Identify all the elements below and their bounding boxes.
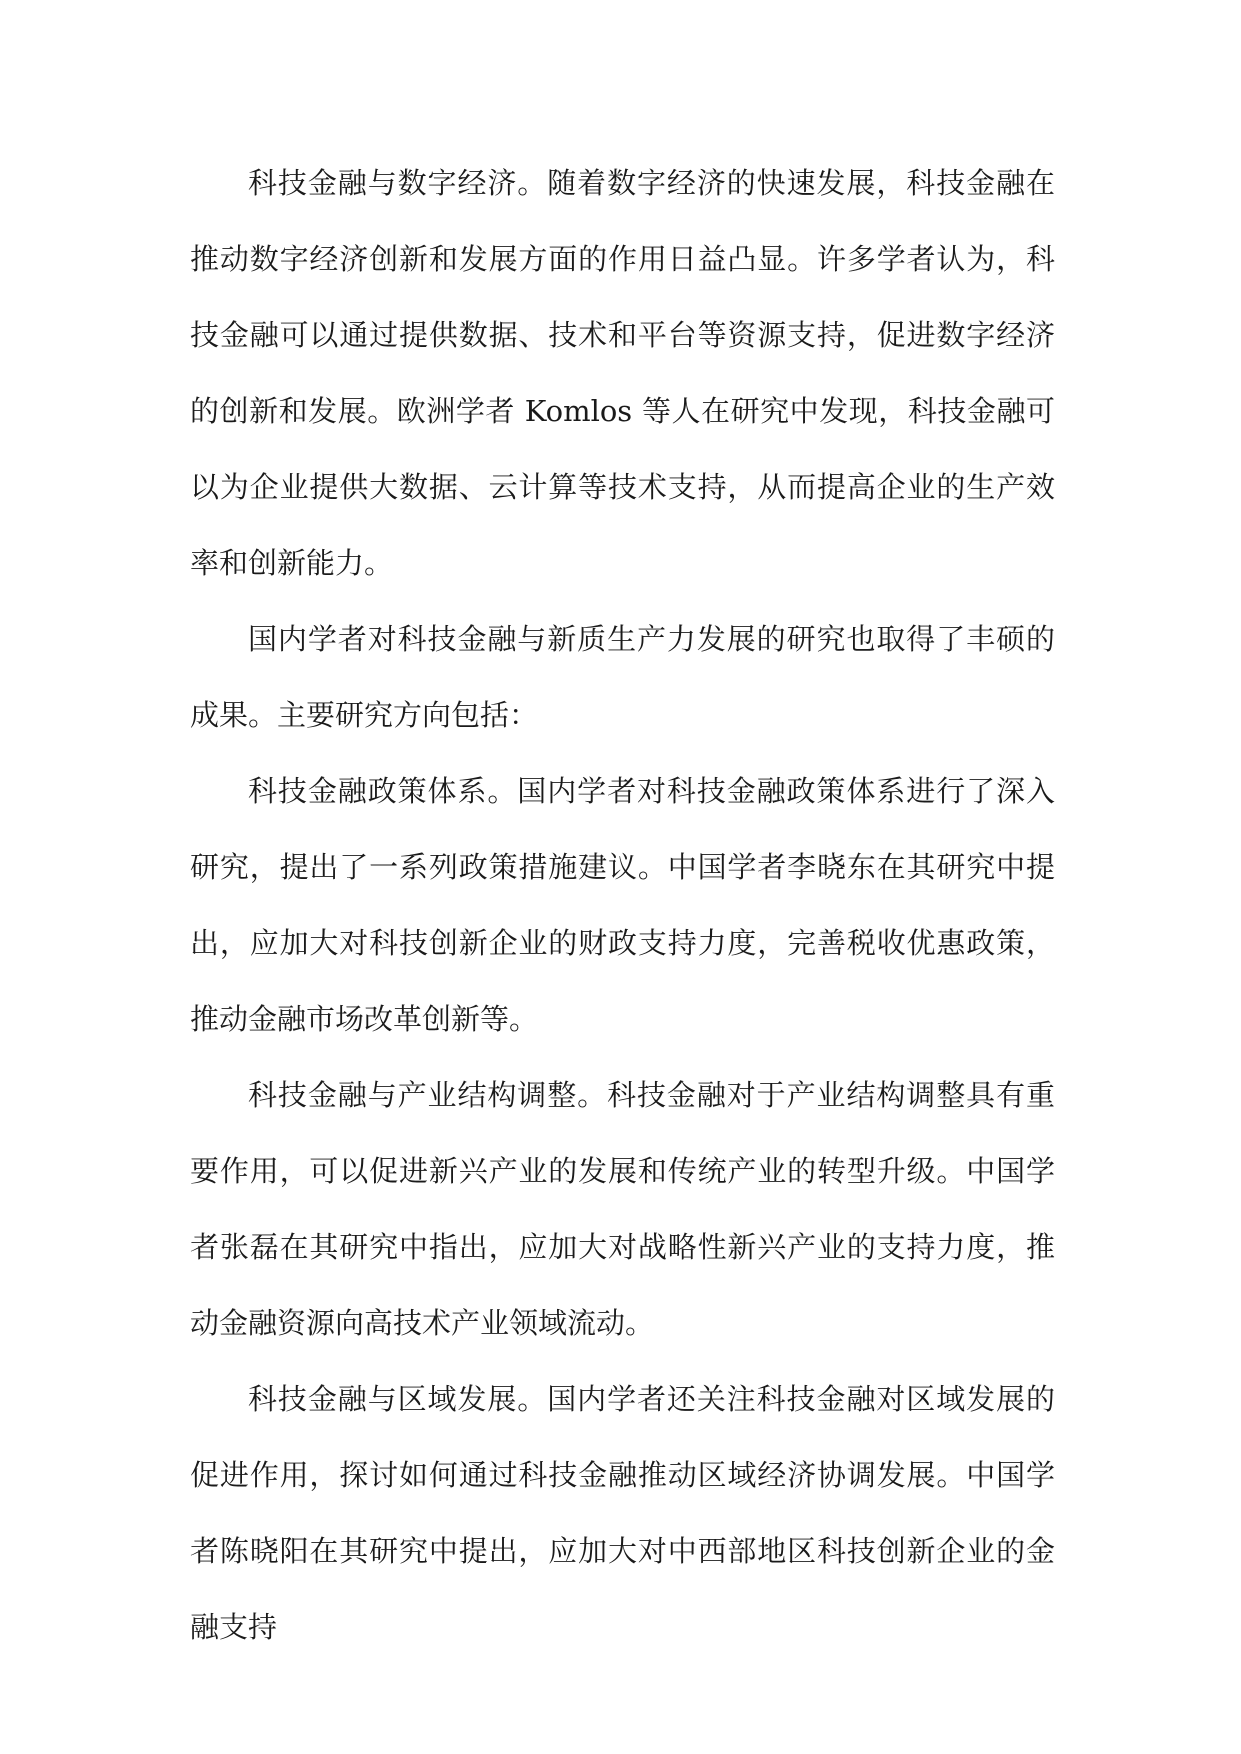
paragraph-digital-economy: 科技金融与数字经济。随着数字经济的快速发展，科技金融在推动数字经济创新和发展方面的作用日益凸显。许多学者认为，科技金融可以通过提供数据、技术和平台等资源支持，促进数字经济的创新和发展。欧洲学者 Komlos 等人在研究中发现，科技金融可以为企业提供大数据、云计算等技术支持，从而提高企业的生产效率和创新能力。 — [190, 166, 1055, 580]
paragraph-domestic-research-intro: 国内学者对科技金融与新质生产力发展的研究也取得了丰硕的成果。主要研究方向包括： — [190, 622, 1055, 732]
paragraph-regional-development: 科技金融与区域发展。国内学者还关注科技金融对区域发展的促进作用，探讨如何通过科技金融推动区域经济协调发展。中国学者陈晓阳在其研究中提出，应加大对中西部地区科技创新企业的金融支持 — [190, 1382, 1055, 1644]
paragraph-policy-system: 科技金融政策体系。国内学者对科技金融政策体系进行了深入研究，提出了一系列政策措施建议。中国学者李晓东在其研究中提出，应加大对科技创新企业的财政支持力度，完善税收优惠政策，推动金融市场改革创新等。 — [190, 774, 1055, 1036]
document-body — [190, 145, 1055, 1665]
paragraph-industrial-structure: 科技金融与产业结构调整。科技金融对于产业结构调整具有重要作用，可以促进新兴产业的发展和传统产业的转型升级。中国学者张磊在其研究中指出，应加大对战略性新兴产业的支持力度，推动金融资源向高技术产业领域流动。 — [190, 1078, 1055, 1340]
